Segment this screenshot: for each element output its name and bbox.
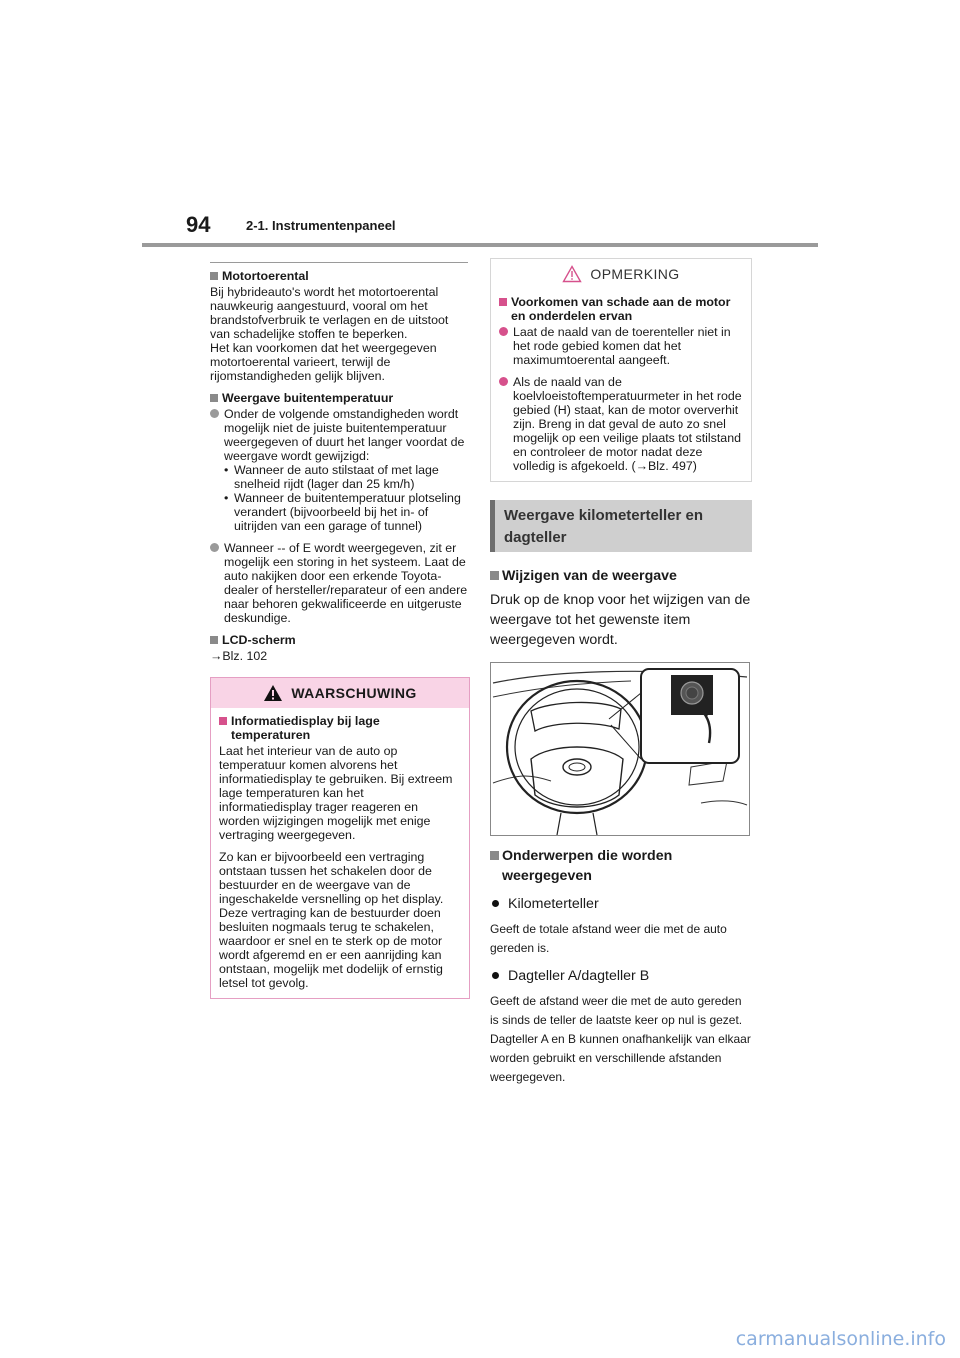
warning-paragraph-2: Zo kan er bijvoorbeeld een vertraging ontstaan tussen het schakelen door de bestuurder en de weergave van de ingeschakelde versnelling op het display. Deze vertraging kan de bestuurder doen besluiten nogmaals terug te schakelen, waardoor er snel en te sterk op de motor wordt afgeremd en er een aanrijding kan ontstaan, mogelijk met dodelijk of ernstig letsel tot gevolg. <box>219 850 444 990</box>
buitentemp-bullet-1 <box>210 407 470 533</box>
note-body <box>491 289 751 481</box>
header-rule <box>142 243 818 247</box>
note-box <box>490 258 752 482</box>
warning-box <box>210 677 470 999</box>
section-divider <box>210 262 468 263</box>
motortoerental-text <box>210 285 470 383</box>
section-heading-title: Weergave kilometerteller en dagteller <box>504 507 703 546</box>
note-title: OPMERKING <box>590 266 680 282</box>
note-subtitle: Voorkomen van schade aan de motor en onderdelen ervan <box>499 295 743 323</box>
warning-paragraph-1: Laat het interieur van de auto op temperatuur komen alvorens het informatiedisplay te gebruiken. Bij extreem lage temperaturen kan het informatiedisplay trager reageren en worden wijzigingen mogelijk met enige vertraging weergegeven. <box>219 744 453 842</box>
left-column <box>210 262 470 999</box>
buitentemp-bullet-2: Wanneer -- of E wordt weergegeven, zit er mogelijk een storing in het systeem. Laat de auto nakijken door een erkende Toyota-dealer of hersteller/reparateur of een andere naar behoren gekwalificeerde en uitgeruste deskundige. <box>210 541 470 625</box>
right-column <box>490 258 752 1087</box>
warning-subtitle: Informatiedisplay bij lage temperaturen <box>219 714 459 742</box>
warning-body <box>211 708 469 998</box>
warning-header <box>211 678 469 708</box>
item-kilometerteller: Kilometerteller <box>490 894 752 914</box>
caution-triangle-icon <box>562 265 582 283</box>
lcd-heading: LCD-scherm <box>210 633 470 647</box>
motortoerental-text-2: Het kan voorkomen dat het weergegeven motortoerental varieert, terwijl de rijomstandigheden gelijk blijven. <box>210 341 437 383</box>
motortoerental-text-1: Bij hybrideauto's wordt het motortoerental nauwkeurig aangestuurd, vooral om het brandstofverbruik te verlagen en de uitstoot van schadelijke stoffen te beperken. <box>210 285 449 341</box>
note-bullet-1: Laat de naald van de toerenteller niet in het rode gebied komen dat het maximumtoerental aangeeft. <box>499 325 743 367</box>
note-bullet-2: Als de naald van de koelvloeistoftemperatuurmeter in het rode gebied (H) staat, kan de motor oververhit zijn. Breng in dat geval de auto zo snel mogelijk op een veilige plaats tot stilstand en controleer de motor nadat deze volledig is afgekoeld. (→Blz. 497) <box>499 375 743 473</box>
lcd-reference-link[interactable]: →Blz. 102 <box>210 649 268 663</box>
desc-dagteller: Geeft de afstand weer die met de auto gereden is sinds de teller de laatste keer op nul is gezet. Dagteller A en B kunnen onafhankelijk van elkaar worden gebruikt en verschillende afstanden weergegeven. <box>490 994 751 1084</box>
steering-wheel-illustration <box>491 663 749 835</box>
warning-title: WAARSCHUWING <box>291 685 417 701</box>
page-number: 94 <box>186 212 211 237</box>
buitentemp-subitem-2: • Wanneer de buitentemperatuur plotseling verandert (bijvoorbeeld bij het in- of uitrijden van een garage of tunnel) <box>224 491 470 533</box>
wijzigen-heading: Wijzigen van de weergave <box>490 566 752 586</box>
item-dagteller: Dagteller A/dagteller B <box>490 966 752 986</box>
buitentemp-heading: Weergave buitentemperatuur <box>210 391 470 405</box>
buitentemp-subitem-1: • Wanneer de auto stilstaat of met lage snelheid rijdt (lager dan 25 km/h) <box>224 463 470 491</box>
watermark: carmanualsonline.info <box>735 1328 946 1350</box>
onderwerpen-heading: Onderwerpen die worden weergegeven <box>490 846 752 886</box>
desc-kilometerteller: Geeft de totale afstand weer die met de auto gereden is. <box>490 922 727 955</box>
buitentemp-bullet-1-text: Onder de volgende omstandigheden wordt mogelijk niet de juiste buitentemperatuur weergegeven of duurt het langer voordat de weergave wordt gewijzigd: <box>224 407 465 463</box>
section-heading-bar <box>490 500 752 552</box>
warning-triangle-icon <box>263 684 283 702</box>
section-heading-accent <box>490 500 495 552</box>
wijzigen-text: Druk op de knop voor het wijzigen van de weergave tot het gewenste item weergegeven wordt. <box>490 592 751 648</box>
dashboard-illustration <box>490 662 750 836</box>
page-section-title: 2-1. Instrumentenpaneel <box>246 218 396 233</box>
note-header <box>491 259 751 289</box>
motortoerental-heading: Motortoerental <box>210 269 470 283</box>
